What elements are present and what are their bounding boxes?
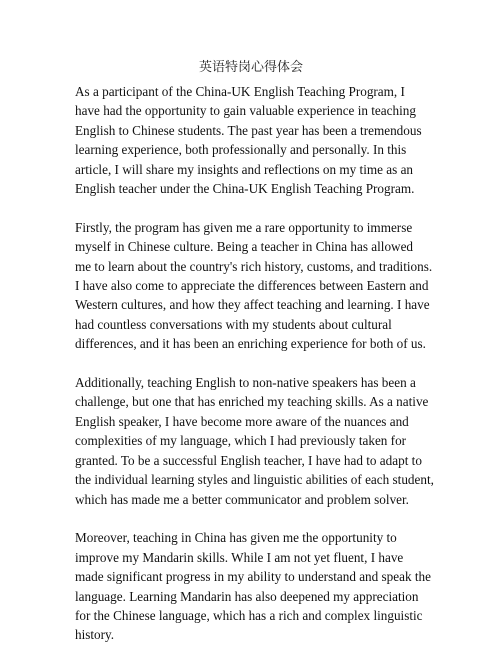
text-line: granted. To be a successful English teacher, I have had to adapt to (75, 452, 422, 468)
paragraph-2 (75, 218, 445, 354)
text-line: article, I will share my insights and reflections on my time as an (75, 161, 414, 177)
text-line: As a participant of the China-UK English Teaching Program, I (75, 84, 405, 99)
text-line: history. (75, 627, 115, 643)
text-line: had countless conversations with my students about cultural (75, 316, 392, 332)
text-line: English speaker, I have become more aware of the nuances and (75, 413, 409, 429)
text-line: myself in Chinese culture. Being a teacher in China has allowed (75, 239, 414, 255)
paragraph-3 (75, 373, 445, 509)
text-line: made significant progress in my ability to understand and speak the (75, 569, 431, 585)
text-line: have had the opportunity to gain valuable experience in teaching (75, 103, 416, 119)
text-line: differences, and it has been an enriching experience for both of us. (75, 336, 426, 352)
text-line: the individual learning styles and linguistic abilities of each student, (75, 472, 434, 488)
text-line: improve my Mandarin skills. While I am not yet fluent, I have (75, 549, 404, 565)
text-line: challenge, but one that has enriched my teaching skills. As a native (75, 394, 429, 410)
text-line: complexities of my language, which I had previously taken for (75, 433, 407, 449)
text-line: Western cultures, and how they affect teaching and learning. I have (75, 297, 430, 313)
document-title: 英语特岗心得体会 (198, 60, 303, 75)
document-body (75, 82, 445, 664)
paragraph-4 (75, 528, 445, 644)
text-line: learning experience, both professionally and personally. In this (75, 142, 407, 158)
text-line: English teacher under the China-UK English Teaching Program. (75, 181, 415, 197)
text-line: for the Chinese language, which has a rich and complex linguistic (75, 607, 423, 623)
text-line: Moreover, teaching in China has given me the opportunity to (75, 530, 397, 546)
text-line: me to learn about the country's rich history, customs, and traditions. (75, 258, 433, 274)
paragraph-1 (75, 82, 445, 198)
text-line: Additionally, teaching English to non-native speakers has been a (75, 375, 416, 391)
text-line: English to Chinese students. The past year has been a tremendous (75, 122, 422, 138)
text-line: Firstly, the program has given me a rare opportunity to immerse (75, 219, 413, 235)
text-line: language. Learning Mandarin has also deepened my appreciation (75, 588, 419, 604)
text-line: which has made me a better communicator and problem solver. (75, 491, 409, 507)
text-line: I have also come to appreciate the differences between Eastern and (75, 278, 429, 294)
